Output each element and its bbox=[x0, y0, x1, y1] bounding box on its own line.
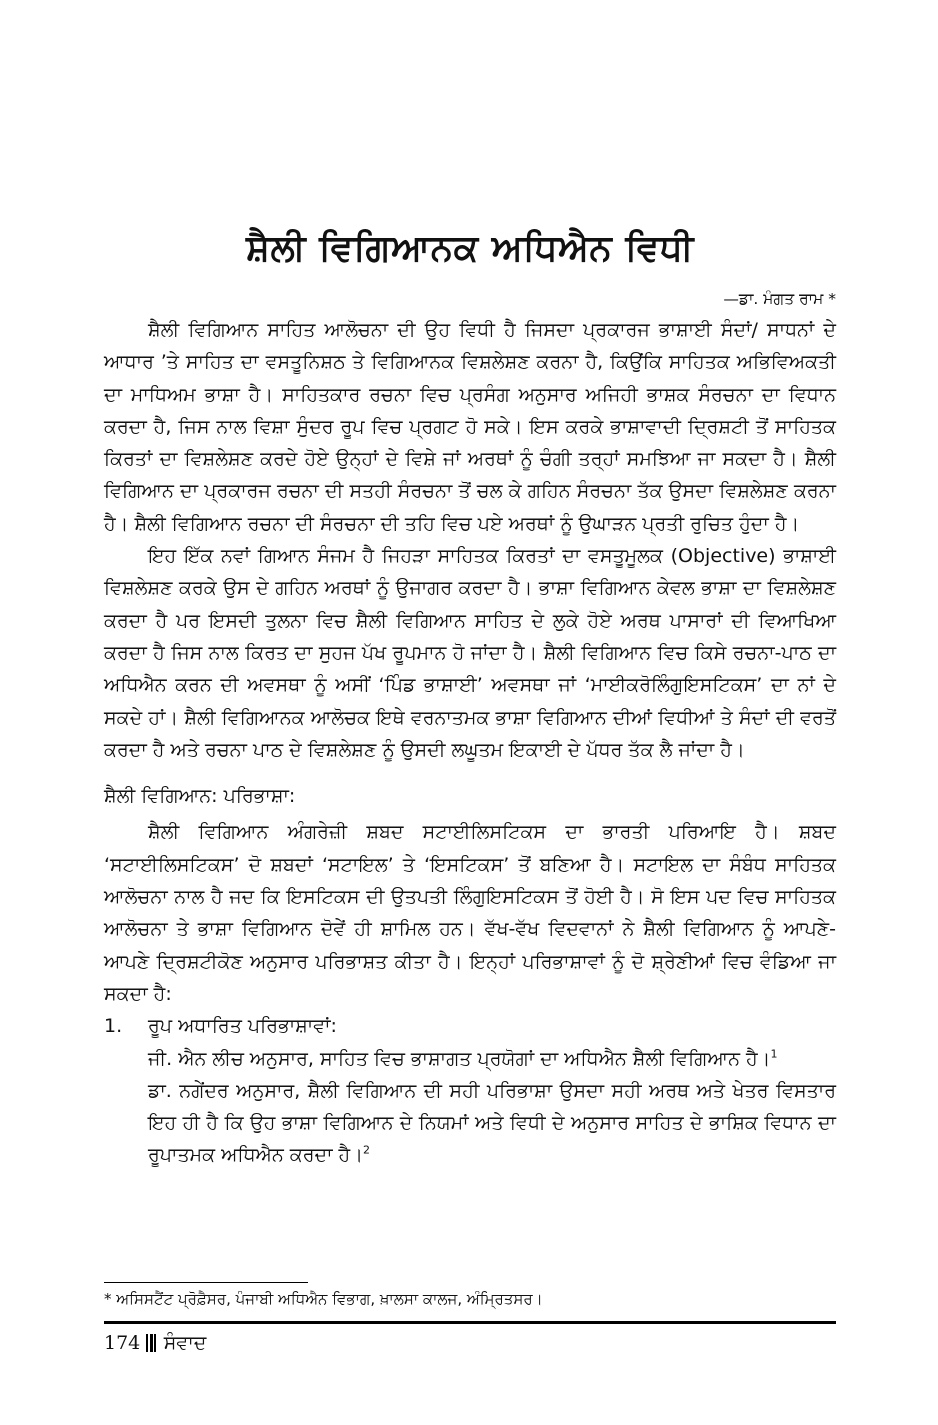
section-heading: ਸ਼ੈਲੀ ਵਿਗਿਆਨ: ਪਰਿਭਾਸ਼ਾ: bbox=[104, 785, 296, 808]
footnote-ref[interactable]: 1 bbox=[770, 1047, 778, 1061]
journal-name: ਸੰਵਾਦ bbox=[163, 1332, 207, 1354]
list-item-number: 1. bbox=[104, 1015, 123, 1038]
document-page bbox=[104, 0, 836, 1425]
body-paragraph: ਸ਼ੈਲੀ ਵਿਗਿਆਨ ਅੰਗਰੇਜ਼ੀ ਸ਼ਬਦ ਸਟਾਈਲਿਸਟਿਕਸ ਦਾ ਭਾਰਤੀ ਪਰਿਆਇ ਹੈ। ਸ਼ਬਦ ‘ਸਟਾਈਲਿਸਟਿਕਸ’ ਦੋ ਸ਼ਬਦਾਂ ‘ਸਟਾਇਲ’ ਤੇ ‘ਇਸਟਿਕਸ’ ਤੋਂ ਬਣਿਆ ਹੈ। ਸਟਾਇਲ ਦਾ ਸੰਬੰਧ ਸਾਹਿਤਕ ਆਲੋਚਨਾ ਨਾਲ ਹੈ ਜਦ ਕਿ ਇਸਟਿਕਸ ਦੀ ਉਤਪਤੀ ਲਿੰਗੁਇਸਟਿਕਸ ਤੋਂ ਹੋਈ ਹੈ। ਸੋ ਇਸ ਪਦ ਵਿਚ ਸਾਹਿਤਕ ਆਲੋਚਨਾ ਤੇ ਭਾਸ਼ਾ ਵਿਗਿਆਨ ਦੋਵੇਂ ਹੀ ਸ਼ਾਮਿਲ ਹਨ। ਵੱਖ-ਵੱਖ ਵਿਦਵਾਨਾਂ ਨੇ ਸ਼ੈਲੀ ਵਿਗਿਆਨ ਨੂੰ ਆਪਣੇ-ਆਪਣੇ ਦ੍ਰਿਸ਼ਟੀਕੋਣ ਅਨੁਸਾਰ ਪਰਿਭਾਸ਼ਤ ਕੀਤਾ ਹੈ। ਇਨ੍ਹਾਂ ਪਰਿਭਾਸ਼ਾਵਾਂ ਨੂੰ ਦੋ ਸ਼੍ਰੇਣੀਆਂ ਵਿਚ ਵੰਡਿਆ ਜਾ ਸਕਦਾ ਹੈ: bbox=[104, 821, 836, 1005]
footnote-ref[interactable]: 2 bbox=[363, 1144, 371, 1158]
list-item-heading: ਰੂਪ ਅਧਾਰਿਤ ਪਰਿਭਾਸ਼ਾਵਾਂ: bbox=[148, 1015, 337, 1038]
body-paragraph: ਸ਼ੈਲੀ ਵਿਗਿਆਨ ਸਾਹਿਤ ਆਲੋਚਨਾ ਦੀ ਉਹ ਵਿਧੀ ਹੈ ਜਿਸਦਾ ਪ੍ਰਕਾਰਜ ਭਾਸ਼ਾਈ ਸੰਦਾਂ/ ਸਾਧਨਾਂ ਦੇ ਆਧਾਰ ’ਤੇ ਸਾਹਿਤ ਦਾ ਵਸਤੂਨਿਸ਼ਠ ਤੇ ਵਿਗਿਆਨਕ ਵਿਸ਼ਲੇਸ਼ਣ ਕਰਨਾ ਹੈ, ਕਿਉਂਕਿ ਸਾਹਿਤਕ ਅਭਿਵਿਅਕਤੀ ਦਾ ਮਾਧਿਅਮ ਭਾਸ਼ਾ ਹੈ। ਸਾਹਿਤਕਾਰ ਰਚਨਾ ਵਿਚ ਪ੍ਰਸੰਗ ਅਨੁਸਾਰ ਅਜਿਹੀ ਭਾਸ਼ਕ ਸੰਰਚਨਾ ਦਾ ਵਿਧਾਨ ਕਰਦਾ ਹੈ, ਜਿਸ ਨਾਲ ਵਿਸ਼ਾ ਸੁੰਦਰ ਰੂਪ ਵਿਚ ਪ੍ਰਗਟ ਹੋ ਸਕੇ। ਇਸ ਕਰਕੇ ਭਾਸ਼ਾਵਾਦੀ ਦ੍ਰਿਸ਼ਟੀ ਤੋਂ ਸਾਹਿਤਕ ਕਿਰਤਾਂ ਦਾ ਵਿਸ਼ਲੇਸ਼ਣ ਕਰਦੇ ਹੋਏ ਉਨ੍ਹਾਂ ਦੇ ਵਿਸ਼ੇ ਜਾਂ ਅਰਥਾਂ ਨੂੰ ਚੰਗੀ ਤਰ੍ਹਾਂ ਸਮਝਿਆ ਜਾ ਸਕਦਾ ਹੈ। ਸ਼ੈਲੀ ਵਿਗਿਆਨ ਦਾ ਪ੍ਰਕਾਰਜ ਰਚਨਾ ਦੀ ਸਤਹੀ ਸੰਰਚਨਾ ਤੋਂ ਚਲ ਕੇ ਗਹਿਨ ਸੰਰਚਨਾ ਤੱਕ ਉਸਦਾ ਵਿਸ਼ਲੇਸ਼ਣ ਕਰਨਾ ਹੈ। ਸ਼ੈਲੀ ਵਿਗਿਆਨ ਰਚਨਾ ਦੀ ਸੰਰਚਨਾ ਦੀ ਤਹਿ ਵਿਚ ਪਏ ਅਰਥਾਂ ਨੂੰ ਉਘਾੜਨ ਪ੍ਰਤੀ ਰੁਚਿਤ ਹੁੰਦਾ ਹੈ। bbox=[104, 319, 836, 535]
body-paragraph: ਇਹ ਇੱਕ ਨਵਾਂ ਗਿਆਨ ਸੰਜਮ ਹੈ ਜਿਹੜਾ ਸਾਹਿਤਕ ਕਿਰਤਾਂ ਦਾ ਵਸਤੂਮੂਲਕ (Objective) ਭਾਸ਼ਾਈ ਵਿਸ਼ਲੇਸ਼ਣ ਕਰਕੇ ਉਸ ਦੇ ਗਹਿਨ ਅਰਥਾਂ ਨੂੰ ਉਜਾਗਰ ਕਰਦਾ ਹੈ। ਭਾਸ਼ਾ ਵਿਗਿਆਨ ਕੇਵਲ ਭਾਸ਼ਾ ਦਾ ਵਿਸ਼ਲੇਸ਼ਣ ਕਰਦਾ ਹੈ ਪਰ ਇਸਦੀ ਤੁਲਨਾ ਵਿਚ ਸ਼ੈਲੀ ਵਿਗਿਆਨ ਸਾਹਿਤ ਦੇ ਲੁਕੇ ਹੋਏ ਅਰਥ ਪਾਸਾਰਾਂ ਦੀ ਵਿਆਖਿਆ ਕਰਦਾ ਹੈ ਜਿਸ ਨਾਲ ਕਿਰਤ ਦਾ ਸੁਹਜ ਪੱਖ ਰੂਪਮਾਨ ਹੋ ਜਾਂਦਾ ਹੈ। ਸ਼ੈਲੀ ਵਿਗਿਆਨ ਵਿਚ ਕਿਸੇ ਰਚਨਾ-ਪਾਠ ਦਾ ਅਧਿਐਨ ਕਰਨ ਦੀ ਅਵਸਥਾ ਨੂੰ ਅਸੀਂ ‘ਪਿੰਡ ਭਾਸ਼ਾਈ’ ਅਵਸਥਾ ਜਾਂ ‘ਮਾਈਕਰੋਲਿੰਗੁਇਸਟਿਕਸ’ ਦਾ ਨਾਂ ਦੇ ਸਕਦੇ ਹਾਂ। ਸ਼ੈਲੀ ਵਿਗਿਆਨਕ ਆਲੋਚਕ ਇਥੇ ਵਰਨਾਤਮਕ ਭਾਸ਼ਾ ਵਿਗਿਆਨ ਦੀਆਂ ਵਿਧੀਆਂ ਤੇ ਸੰਦਾਂ ਦੀ ਵਰਤੋਂ ਕਰਦਾ ਹੈ ਅਤੇ ਰਚਨਾ ਪਾਠ ਦੇ ਵਿਸ਼ਲੇਸ਼ਣ ਨੂੰ ਉਸਦੀ ਲਘੂਤਮ ਇਕਾਈ ਦੇ ਪੱਧਰ ਤੱਕ ਲੈ ਜਾਂਦਾ ਹੈ। bbox=[104, 545, 836, 761]
definition-text bbox=[148, 1043, 836, 1075]
page-number: 174 bbox=[104, 1332, 141, 1354]
definition-text-content: ਜੀ. ਐਨ ਲੀਚ ਅਨੁਸਾਰ, ਸਾਹਿਤ ਵਿਚ ਭਾਸ਼ਾਗਤ ਪ੍ਰਯੋਗਾਂ ਦਾ ਅਧਿਐਨ ਸ਼ੈਲੀ ਵਿਗਿਆਨ ਹੈ। bbox=[148, 1047, 771, 1070]
article-author: —ਡਾ. ਮੰਗਤ ਰਾਮ * bbox=[723, 290, 836, 308]
footer-divider bbox=[104, 1321, 836, 1324]
footnote: * ਅਸਿਸਟੈਂਟ ਪ੍ਰੋਫ਼ੈਸਰ, ਪੰਜਾਬੀ ਅਧਿਐਨ ਵਿਭਾਗ, ਖ਼ਾਲਸਾ ਕਾਲਜ, ਅੰਮ੍ਰਿਤਸਰ। bbox=[104, 1290, 543, 1308]
list-item-body bbox=[148, 1010, 836, 1171]
list-item bbox=[104, 1010, 836, 1171]
article-body bbox=[104, 314, 836, 1172]
folio-separator-icon bbox=[146, 1334, 158, 1352]
definition-text bbox=[148, 1075, 836, 1172]
page-footer bbox=[104, 1330, 206, 1356]
footnote-divider bbox=[104, 1282, 308, 1283]
definition-text-content: ਡਾ. ਨਗੇਂਦਰ ਅਨੁਸਾਰ, ਸ਼ੈਲੀ ਵਿਗਿਆਨ ਦੀ ਸਹੀ ਪਰਿਭਾਸ਼ਾ ਉਸਦਾ ਸਹੀ ਅਰਥ ਅਤੇ ਖੇਤਰ ਵਿਸਤਾਰ ਇਹ ਹੀ ਹੈ ਕਿ ਉਹ ਭਾਸ਼ਾ ਵਿਗਿਆਨ ਦੇ ਨਿਯਮਾਂ ਅਤੇ ਵਿਧੀ ਦੇ ਅਨੁਸਾਰ ਸਾਹਿਤ ਦੇ ਭਾਸ਼ਿਕ ਵਿਧਾਨ ਦਾ ਰੂਪਾਤਮਕ ਅਧਿਐਨ ਕਰਦਾ ਹੈ। bbox=[148, 1079, 836, 1167]
article-title: ਸ਼ੈਲੀ ਵਿਗਿਆਨਕ ਅਧਿਐਨ ਵਿਧੀ bbox=[246, 228, 694, 269]
